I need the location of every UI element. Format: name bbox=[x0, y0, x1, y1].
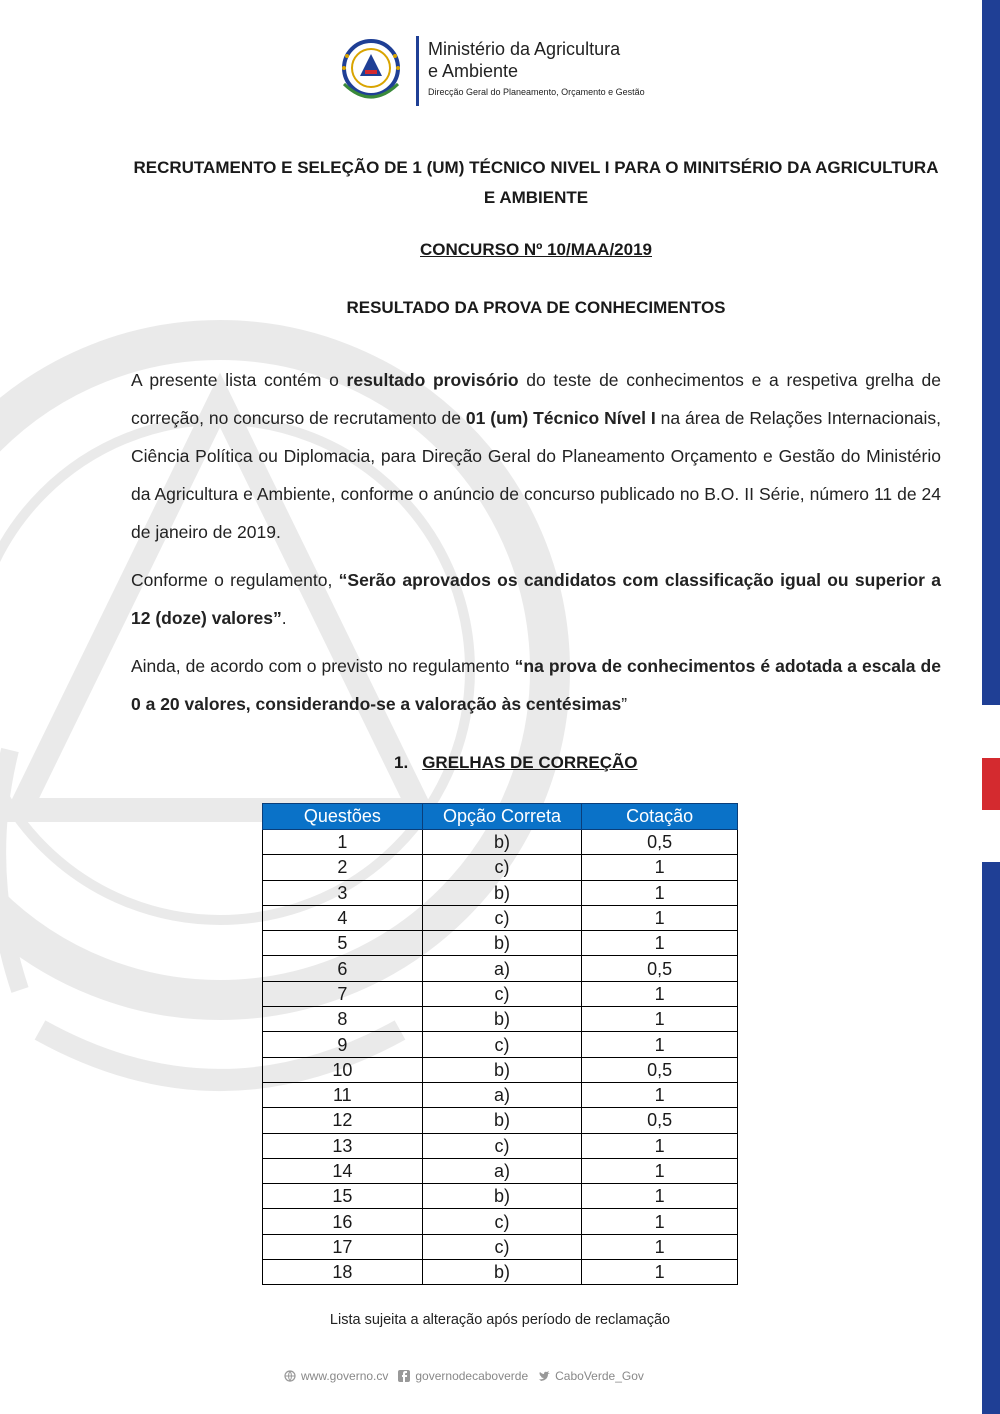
twitter-icon bbox=[538, 1370, 550, 1382]
cell-questao: 6 bbox=[263, 956, 423, 981]
edge-stripe-red bbox=[982, 758, 1000, 810]
twitter-link[interactable]: CaboVerde_Gov bbox=[555, 1369, 644, 1383]
cell-opcao-correta: b) bbox=[422, 1260, 582, 1285]
table-row bbox=[263, 1209, 738, 1234]
cell-opcao-correta: c) bbox=[422, 1234, 582, 1259]
website-link[interactable]: www.governo.cv bbox=[301, 1369, 389, 1383]
table-row bbox=[263, 830, 738, 855]
directorate-name: Direcção Geral do Planeamento, Orçamento e Gestão bbox=[428, 87, 645, 97]
table-row bbox=[263, 1234, 738, 1259]
cell-questao: 2 bbox=[263, 855, 423, 880]
cell-questao: 9 bbox=[263, 1032, 423, 1057]
edge-stripe-blue-bottom bbox=[982, 862, 1000, 1414]
concurso-number: CONCURSO Nº 10/MAA/2019 bbox=[420, 240, 652, 259]
cell-opcao-correta: b) bbox=[422, 1184, 582, 1209]
cell-cotacao: 1 bbox=[582, 1209, 738, 1234]
cell-opcao-correta: b) bbox=[422, 1057, 582, 1082]
cell-cotacao: 1 bbox=[582, 855, 738, 880]
cell-opcao-correta: c) bbox=[422, 1032, 582, 1057]
document-subtitle: RESULTADO DA PROVA DE CONHECIMENTOS bbox=[346, 298, 726, 317]
cell-cotacao: 1 bbox=[582, 1234, 738, 1259]
header-cotacao: Cotação bbox=[582, 804, 738, 830]
edge-stripe-blue-top bbox=[982, 0, 1000, 705]
cell-cotacao: 1 bbox=[582, 931, 738, 956]
table-row bbox=[263, 1184, 738, 1209]
cell-questao: 8 bbox=[263, 1007, 423, 1032]
table-row bbox=[263, 981, 738, 1006]
footnote: Lista sujeita a alteração após período de reclamação bbox=[329, 1312, 671, 1328]
cell-questao: 3 bbox=[263, 880, 423, 905]
table-row bbox=[263, 905, 738, 930]
ministry-header bbox=[334, 34, 664, 110]
cell-cotacao: 1 bbox=[582, 1032, 738, 1057]
cell-questao: 16 bbox=[263, 1209, 423, 1234]
cell-opcao-correta: c) bbox=[422, 1209, 582, 1234]
cell-opcao-correta: c) bbox=[422, 905, 582, 930]
cell-opcao-correta: a) bbox=[422, 1082, 582, 1107]
cell-opcao-correta: b) bbox=[422, 1007, 582, 1032]
document-title: RECRUTAMENTO E SELEÇÃO DE 1 (UM) TÉCNICO NIVEL I PARA O MINITSÉRIO DA AGRICULTURA E AMBIENTE bbox=[133, 158, 939, 207]
table-row bbox=[263, 1082, 738, 1107]
cell-cotacao: 1 bbox=[582, 1184, 738, 1209]
cell-cotacao: 1 bbox=[582, 1158, 738, 1183]
cell-cotacao: 0,5 bbox=[582, 1108, 738, 1133]
table-row bbox=[263, 1007, 738, 1032]
cabo-verde-seal-logo bbox=[334, 34, 408, 108]
cell-questao: 10 bbox=[263, 1057, 423, 1082]
cell-cotacao: 1 bbox=[582, 1007, 738, 1032]
cell-opcao-correta: b) bbox=[422, 1108, 582, 1133]
header-divider bbox=[416, 36, 419, 106]
scale-rule-paragraph: Ainda, de acordo com o previsto no regulamento “na prova de conhecimentos é adotada a escala de 0 a 20 valores, considerando-se a valoração às centésimas” bbox=[131, 656, 941, 714]
cell-opcao-correta: b) bbox=[422, 880, 582, 905]
cell-questao: 18 bbox=[263, 1260, 423, 1285]
cell-opcao-correta: a) bbox=[422, 956, 582, 981]
correction-grid-table bbox=[262, 803, 738, 1285]
cell-questao: 15 bbox=[263, 1184, 423, 1209]
footer-links bbox=[284, 1369, 654, 1383]
table-row bbox=[263, 855, 738, 880]
cell-opcao-correta: b) bbox=[422, 830, 582, 855]
table-row bbox=[263, 1133, 738, 1158]
header-questoes: Questões bbox=[263, 804, 423, 830]
table-row bbox=[263, 1260, 738, 1285]
cell-questao: 1 bbox=[263, 830, 423, 855]
cell-cotacao: 1 bbox=[582, 981, 738, 1006]
cell-questao: 5 bbox=[263, 931, 423, 956]
cell-opcao-correta: a) bbox=[422, 1158, 582, 1183]
approval-rule-paragraph: Conforme o regulamento, “Serão aprovados os candidatos com classificação igual ou superior a 12 (doze) valores”. bbox=[131, 570, 941, 628]
intro-paragraph: A presente lista contém o resultado provisório do teste de conhecimentos e a respetiva grelha de correção, no concurso de recrutamento de 01 (um) Técnico Nível I na área de Relações Internacionais, Ciência Política ou Diplomacia, para Direção Geral do Planeamento Orçamento e Gestão do Ministério da Agricultura e Ambiente, conforme o anúncio de concurso publicado no B.O. II Série, número 11 de 24 de janeiro de 2019. bbox=[131, 370, 941, 542]
cell-questao: 12 bbox=[263, 1108, 423, 1133]
section-heading: 1. GRELHAS DE CORREÇÃO bbox=[394, 753, 638, 772]
cell-cotacao: 0,5 bbox=[582, 956, 738, 981]
cell-opcao-correta: c) bbox=[422, 1133, 582, 1158]
cell-cotacao: 0,5 bbox=[582, 1057, 738, 1082]
table-row bbox=[263, 1158, 738, 1183]
cell-cotacao: 1 bbox=[582, 1082, 738, 1107]
cell-cotacao: 1 bbox=[582, 905, 738, 930]
cell-questao: 4 bbox=[263, 905, 423, 930]
cell-cotacao: 0,5 bbox=[582, 830, 738, 855]
table-row bbox=[263, 1108, 738, 1133]
cell-questao: 11 bbox=[263, 1082, 423, 1107]
table-row bbox=[263, 956, 738, 981]
cell-questao: 13 bbox=[263, 1133, 423, 1158]
table-row bbox=[263, 1057, 738, 1082]
cell-cotacao: 1 bbox=[582, 1260, 738, 1285]
cell-questao: 14 bbox=[263, 1158, 423, 1183]
header-opcao-correta: Opção Correta bbox=[422, 804, 582, 830]
facebook-icon bbox=[398, 1370, 410, 1382]
facebook-link[interactable]: governodecaboverde bbox=[415, 1369, 529, 1383]
cell-opcao-correta: c) bbox=[422, 855, 582, 880]
cell-cotacao: 1 bbox=[582, 1133, 738, 1158]
table-row bbox=[263, 1032, 738, 1057]
ministry-name-line2: e Ambiente bbox=[428, 61, 519, 81]
cell-questao: 7 bbox=[263, 981, 423, 1006]
cell-opcao-correta: c) bbox=[422, 981, 582, 1006]
table-row bbox=[263, 880, 738, 905]
cell-cotacao: 1 bbox=[582, 880, 738, 905]
table-row bbox=[263, 931, 738, 956]
cell-opcao-correta: b) bbox=[422, 931, 582, 956]
cell-questao: 17 bbox=[263, 1234, 423, 1259]
table-header-row bbox=[263, 804, 738, 830]
ministry-name-line1: Ministério da Agricultura bbox=[428, 39, 621, 59]
globe-icon bbox=[284, 1370, 296, 1382]
